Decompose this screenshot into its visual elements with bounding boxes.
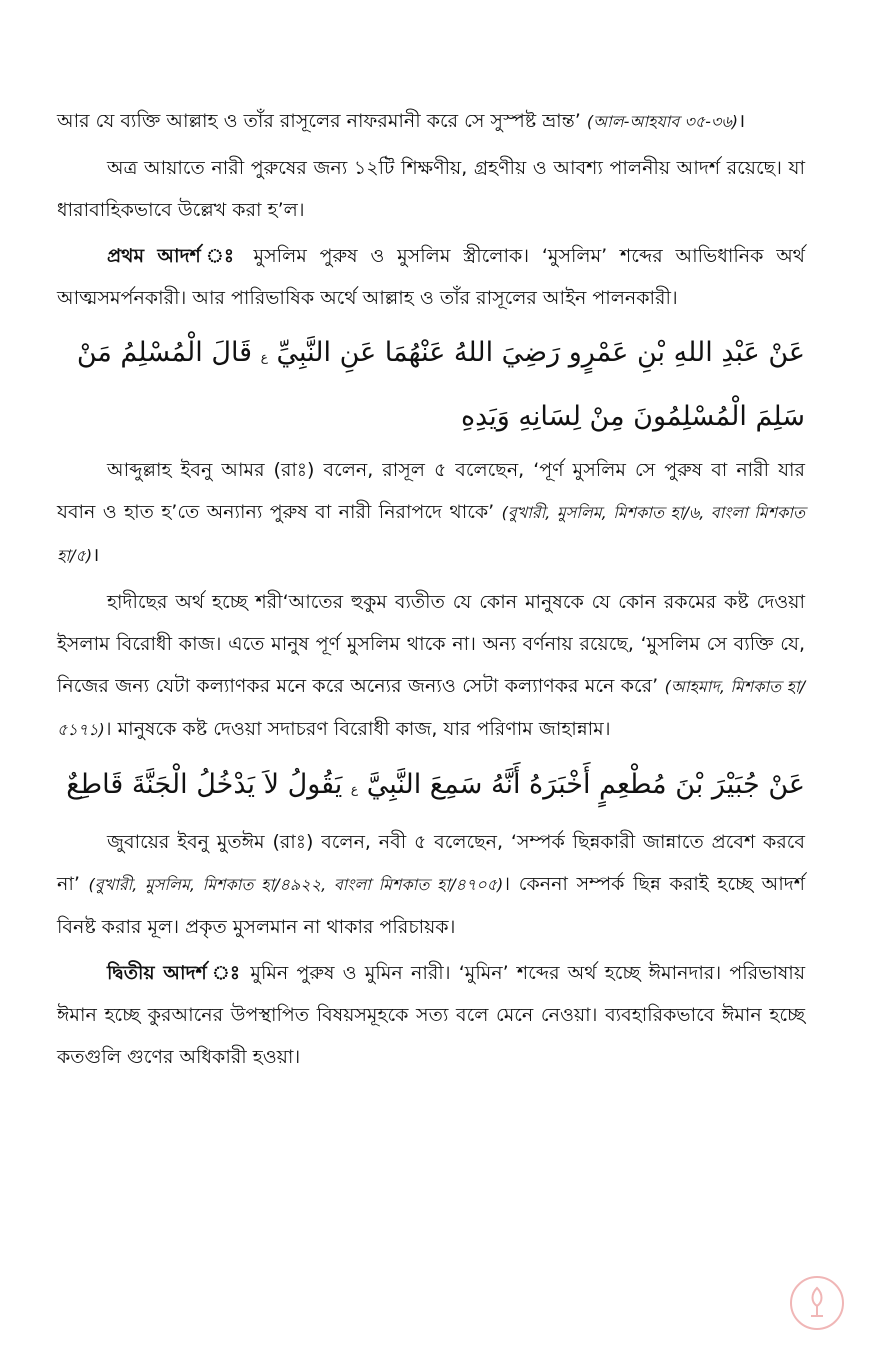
- paragraph-3: [57, 235, 805, 319]
- arabic-text: قَالَ الْمُسْلِمُ مَنْ سَلِمَ الْمُسْلِمُونَ مِنْ لِسَانِهِ وَيَدِهِ: [76, 337, 805, 432]
- citation: (আহমাদ, মিশকাত হা/৫১৭১): [57, 677, 805, 739]
- paragraph-tail: ।: [737, 110, 746, 132]
- paragraph-tail: । মানুষকে কষ্ট দেওয়া সদাচরণ বিরোধী কাজ, যার পরিণাম জাহান্নাম।: [104, 718, 611, 740]
- paragraph-2: [57, 147, 805, 231]
- citation: (আল-আহযাব ৩৫-৩৬): [586, 112, 738, 131]
- paragraph-tail: ।: [92, 544, 100, 566]
- arabic-hadith-1: [57, 323, 805, 447]
- paragraph-5: [57, 581, 805, 751]
- section-heading: দ্বিতীয় আদর্শ ঃ: [107, 962, 243, 984]
- paragraph-4: [57, 449, 805, 577]
- arabic-text: عَنْ جُبَيْرَ بْنَ مُطْعِمٍ أَخْبَرَهُ أَنَّهُ سَمِعَ النَّبِيَّ: [366, 769, 805, 800]
- paragraph-7: [57, 952, 805, 1078]
- citation: (বুখারী, মুসলিম, মিশকাত হা/৪৯২২, বাংলা মিশকাত হা/৪৭০৫): [88, 875, 504, 894]
- paragraph-text: মুসলিম পুরুষ ও মুসলিম স্ত্রীলোক। ‘মুসলিম’ শব্দের আভিধানিক অর্থ আত্মসমর্পনকারী। আর পারিভাষিক অর্থে আল্লাহ ও তাঁর রাসূলের আইন পালনকারী।: [57, 245, 805, 309]
- publisher-logo-icon: [790, 1276, 844, 1330]
- book-page: [57, 100, 805, 1082]
- paragraph-6: [57, 821, 805, 948]
- arabic-text: يَقُولُ لاَ يَدْخُلُ الْجَنَّةَ قَاطِعٌ: [66, 769, 343, 800]
- paragraph-text: আর যে ব্যক্তি আল্লাহ ও তাঁর রাসূলের নাফরমানী করে সে সুস্পষ্ট ভ্রান্ত’: [57, 110, 587, 132]
- salutation-mark: ع: [350, 782, 359, 796]
- paragraph-text: জুবায়ের ইবনু মুতঈম (রাঃ) বলেন, নবী ৫ বলেছেন, ‘সম্পর্ক ছিন্নকারী জান্নাতে প্রবেশ করবে না’: [57, 831, 805, 895]
- paragraph-text: হাদীছের অর্থ হচ্ছে শরী‘আতের হুকুম ব্যতীত যে কোন মানুষকে যে কোন রকমের কষ্ট দেওয়া ইসলাম বিরোধী কাজ। এতে মানুষ পূর্ণ মুসলিম থাকে না। অন্য বর্ণনায় রয়েছে, ‘মুসলিম সে ব্যক্তি যে, নিজের জন্য যেটা কল্যাণকর মনে করে অন্যের জন্যও সেটা কল্যাণকর মনে করে’: [57, 591, 805, 697]
- paragraph-tail: । কেননা সম্পর্ক ছিন্ন করাই হচ্ছে আদর্শ বিনষ্ট করার মূল। প্রকৃত মুসলমান না থাকার পরিচায়ক।: [57, 873, 805, 938]
- arabic-hadith-2: [57, 755, 805, 819]
- citation: (বুখারী, মুসলিম, মিশকাত হা/৬, বাংলা মিশকাত হা/৫): [57, 503, 805, 565]
- arabic-text: عَنْ عَبْدِ اللهِ بْنِ عَمْرٍو رَضِيَ اللهُ عَنْهُمَا عَنِ النَّبِيِّ: [276, 337, 805, 368]
- paragraph-text: অত্র আয়াতে নারী পুরুষের জন্য ১২টি শিক্ষণীয়, গ্রহণীয় ও আবশ্য পালনীয় আদর্শ রয়েছে। যা ধারাবাহিকভাবে উল্লেখ করা হ’ল।: [57, 157, 805, 221]
- paragraph-text: আব্দুল্লাহ ইবনু আমর (রাঃ) বলেন, রাসূল ৫ বলেছেন, ‘পূর্ণ মুসলিম সে পুরুষ বা নারী যার যবান ও হাত হ’তে অন্যান্য পুরুষ বা নারী নিরাপদে থাকে’: [57, 459, 805, 523]
- paragraph-1: [57, 100, 805, 143]
- salutation-mark: ع: [260, 350, 268, 364]
- section-heading: প্রথম আদর্শ ঃ: [107, 245, 241, 267]
- paragraph-text: মুমিন পুরুষ ও মুমিন নারী। ‘মুমিন’ শব্দের অর্থ হচ্ছে ঈমানদার। পরিভাষায় ঈমান হচ্ছে কুরআনের উপস্থাপিত বিষয়সমূহকে সত্য বলে মেনে নেওয়া। ব্যবহারিকভাবে ঈমান হচ্ছে কতগুলি গুণের অধিকারী হওয়া।: [57, 962, 806, 1068]
